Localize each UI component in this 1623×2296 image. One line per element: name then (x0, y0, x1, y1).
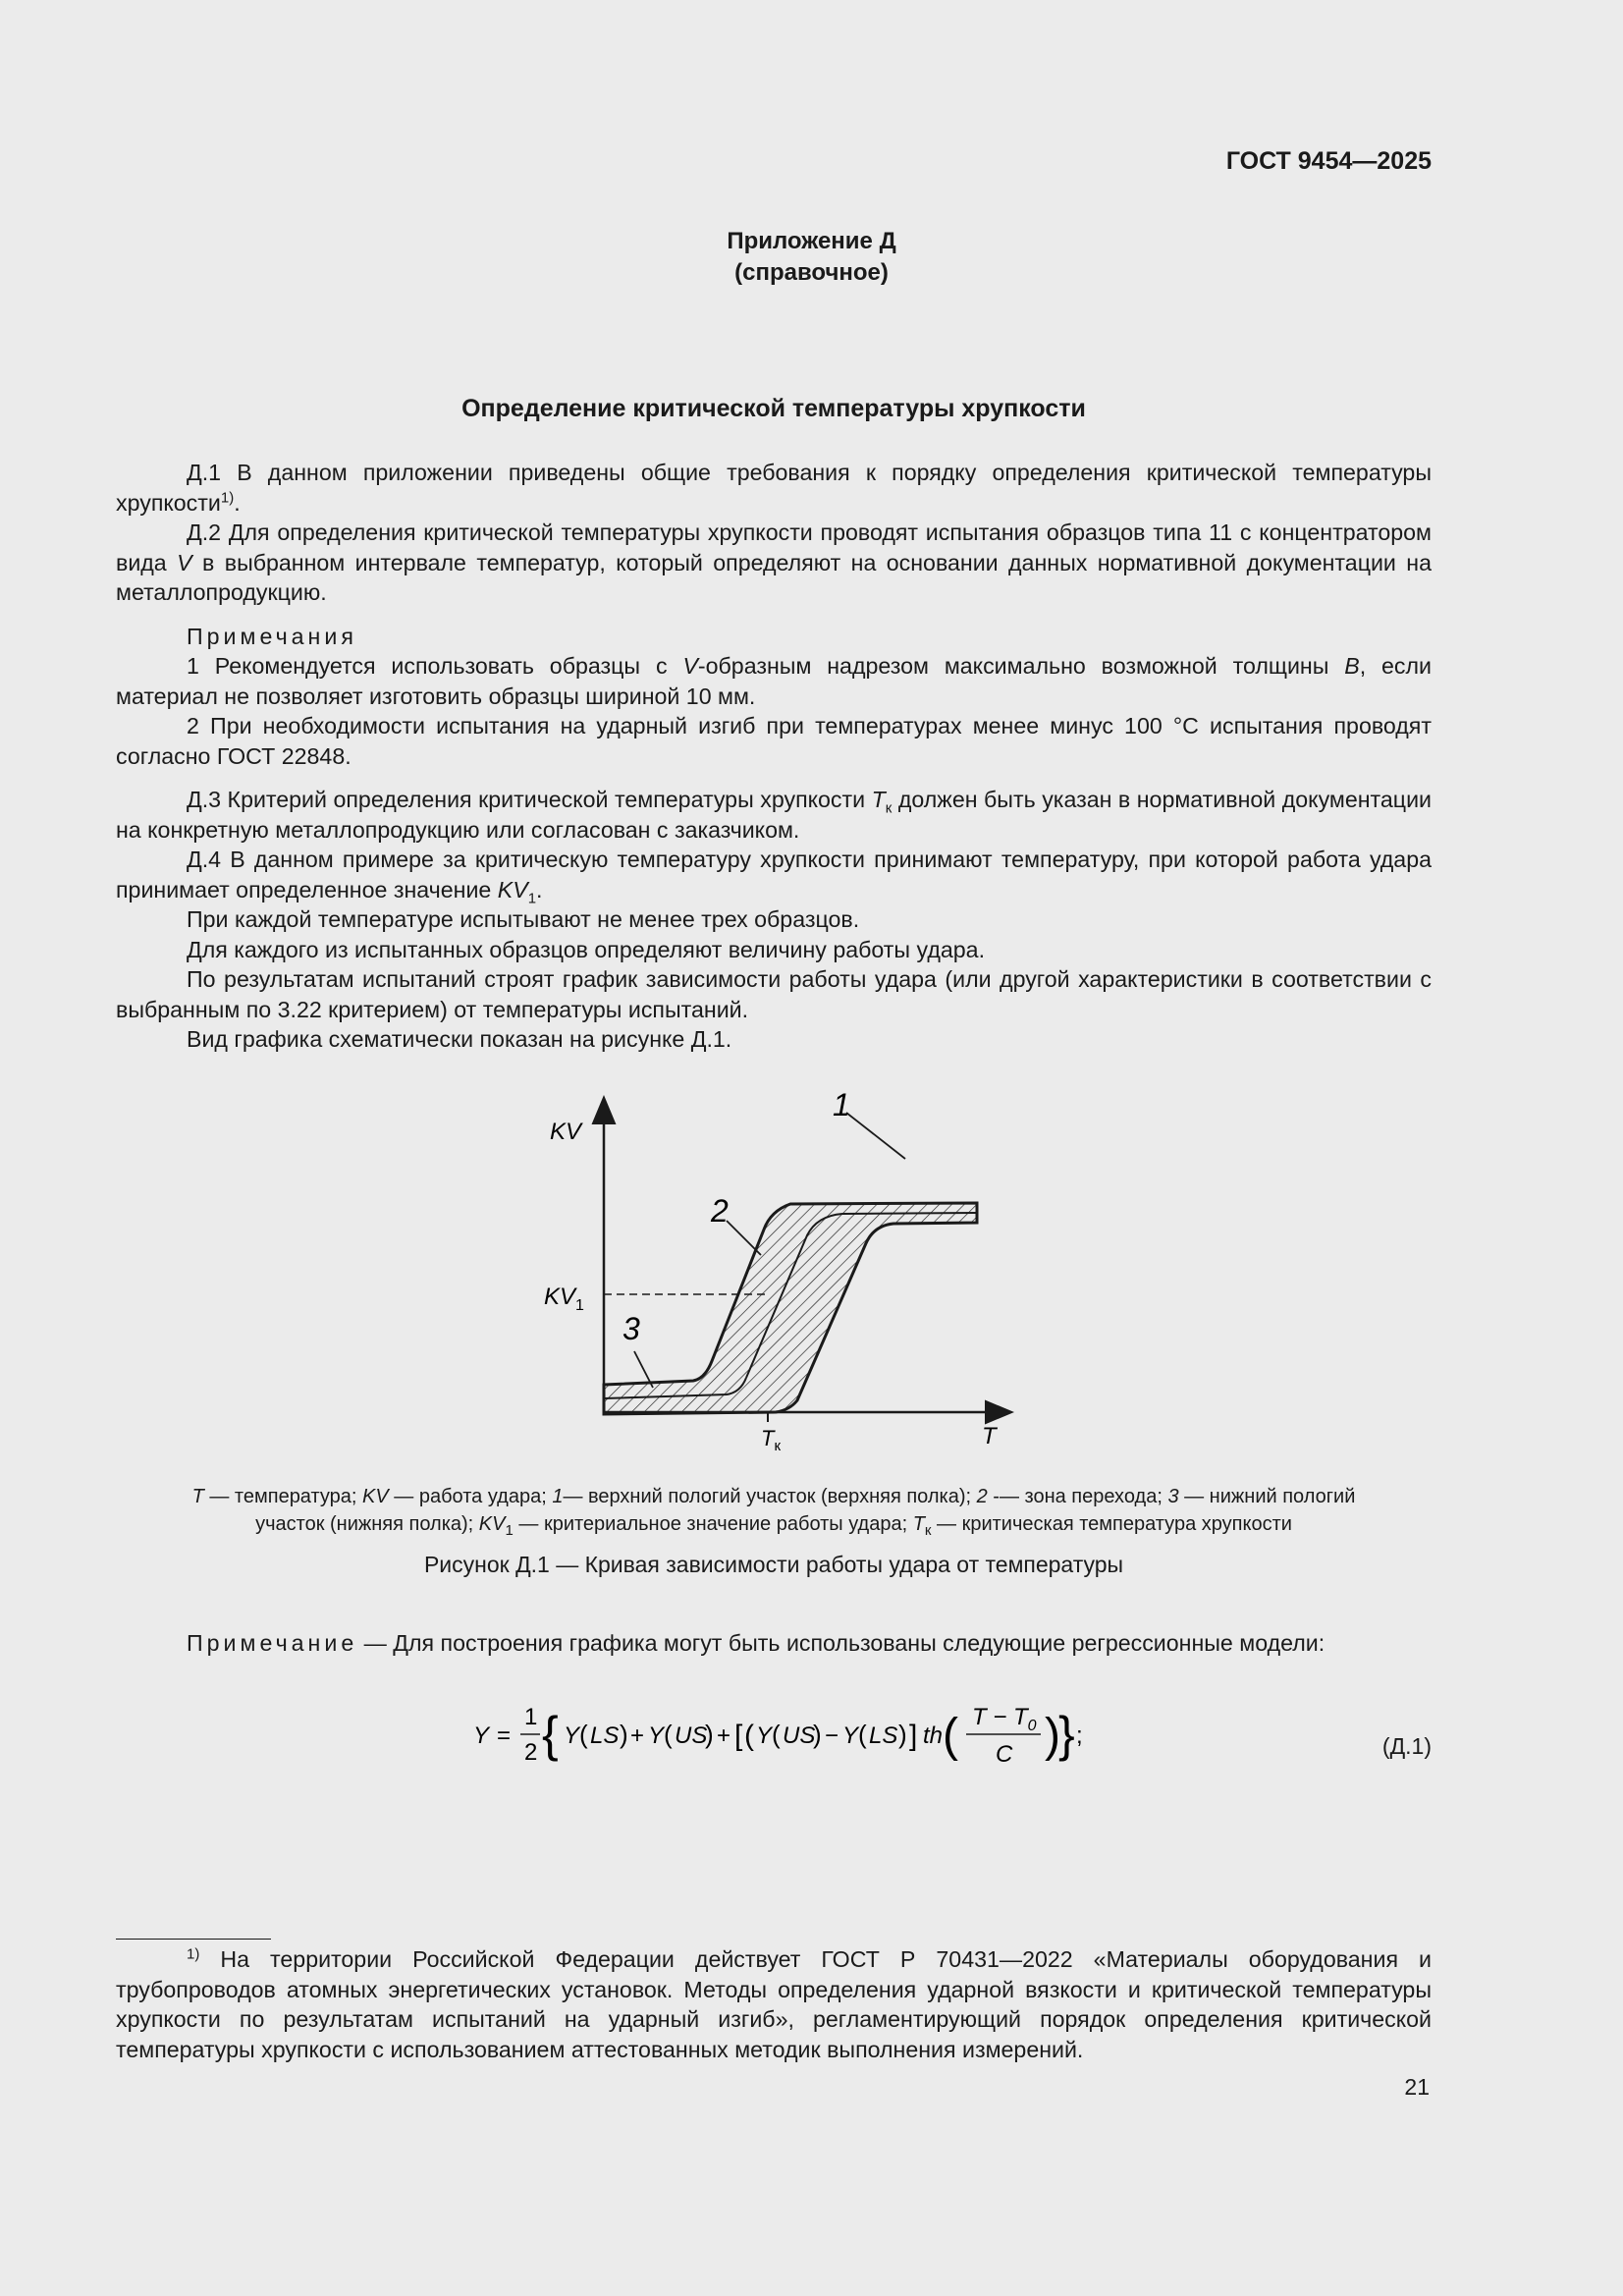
footnote-separator (116, 1939, 271, 1940)
svg-text:(: ( (772, 1720, 781, 1749)
svg-text:(: ( (664, 1720, 673, 1749)
paragraph-d4: Д.4 В данном примере за критическую температуру хрупкости принимают температуру, при которой работа удара принимает определенное значение $KV_1$. (116, 847, 1432, 907)
standard-code: ГОСТ 9454—2025 (1225, 147, 1432, 175)
svg-text:LS: LS (869, 1722, 898, 1749)
svg-text:(: ( (858, 1720, 867, 1749)
svg-text:Y: Y (473, 1722, 490, 1749)
svg-text:Y: Y (842, 1722, 859, 1749)
appendix-subtitle: (справочное) (734, 259, 889, 286)
paragraph-d1: Д.1 В данном приложении приведены общие требования к порядку определения критической температуры хрупкости$^{1)}$. (116, 460, 1432, 516)
svg-text:US: US (675, 1722, 708, 1749)
paragraph-view: Вид графика схематически показан на рисунке Д.1. (187, 1026, 732, 1052)
svg-text:C: C (996, 1741, 1013, 1768)
svg-text:): ) (705, 1720, 714, 1749)
tk-label: $T_к$ (761, 1426, 782, 1454)
footnote-text: $^{1)}$ На территории Российской Федерации действует ГОСТ Р 70431—2022 «Материалы оборудования и трубопроводов атомных энергетических установок. Методы определения ударной вязкости и критической температуры хрупкости по результатам испытаний на ударный изгиб», регламентирующий порядок определения критической температуры хрупкости с использованием аттестованных методик выполнения измерений. (116, 1945, 1432, 2062)
svg-text:=: = (497, 1722, 512, 1749)
note-2: 2 При необходимости испытания на ударный изгиб при температурах менее минус 100 °С испытания проводят согласно ГОСТ 22848. (116, 713, 1432, 769)
appendix-heading (0, 226, 1623, 289)
svg-text:]: ] (909, 1720, 918, 1752)
notes-heading: Примечания (187, 623, 357, 649)
svg-text:LS: LS (590, 1722, 620, 1749)
svg-text:(: ( (579, 1720, 588, 1749)
svg-text:+: + (630, 1722, 645, 1749)
svg-text:Y: Y (564, 1722, 580, 1749)
svg-text:): ) (620, 1720, 628, 1749)
svg-text:th: th (923, 1722, 944, 1749)
svg-text:}: } (1058, 1707, 1075, 1762)
callout-1-label: 1 (833, 1088, 850, 1122)
appendix-title: Приложение Д (727, 228, 896, 254)
figure-caption: Рисунок Д.1 — Кривая зависимости работы удара от температуры (423, 1552, 1124, 1577)
footnote (116, 1944, 1432, 2064)
transition-band (604, 1203, 977, 1414)
svg-text:;: ; (1076, 1722, 1083, 1749)
svg-text:): ) (1045, 1710, 1060, 1762)
body-text (116, 458, 1432, 1055)
svg-text:): ) (898, 1720, 907, 1749)
svg-text:Y: Y (756, 1722, 773, 1749)
svg-text:−: − (825, 1722, 839, 1749)
paragraph-each-sample: Для каждого из испытанных образцов определяют величину работы удара. (187, 936, 986, 962)
section-title: Определение критической температуры хрупкости (461, 395, 1086, 422)
svg-text:(: ( (943, 1710, 958, 1762)
note-1: 1 Рекомендуется использовать образцы с V-образным надрезом максимально возможной толщины B, если материал не позволяет изготовить образцы шириной 10 мм. (116, 653, 1433, 709)
callout-3-label: 3 (622, 1311, 640, 1346)
svg-text:{: { (542, 1707, 559, 1762)
legend-line-2: участок (нижняя полка); $KV_1$ — критериальное значение работы удара; $T_к$ — критическая температура хрупкости (255, 1513, 1292, 1539)
figure-legend (116, 1483, 1432, 1538)
regression-note-head: Примечание (187, 1630, 358, 1656)
x-axis-label: T (982, 1423, 997, 1449)
legend-line-1: T — температура; KV — работа удара; 1— верхний пологий участок (верхняя полка); 2 -— зона перехода; 3 — нижний пологий (191, 1486, 1356, 1507)
svg-text:1: 1 (524, 1704, 538, 1730)
paragraph-results: По результатам испытаний строят график зависимости работы удара (или другой характеристики в соответствии с выбранным по 3.22 критерием) от температуры испытаний. (116, 966, 1432, 1022)
paragraph-d2: Д.2 Для определения критической температуры хрупкости проводят испытания образцов типа 11 с концентратором вида V в выбранном интервале температур, который определяют на основании данных нормативной документации на металлопродукцию. (116, 519, 1432, 605)
paragraph-d3: Д.3 Критерий определения критической температуры хрупкости $T_к$ должен быть указан в нормативной документации на конкретную металлопродукцию или согласован с заказчиком. (116, 787, 1432, 843)
y-axis-label: KV (550, 1119, 582, 1145)
regression-note-text: — Для построения графика могут быть использованы следующие регрессионные модели: (357, 1630, 1325, 1656)
svg-text:US: US (783, 1722, 816, 1749)
page-number: 21 (1404, 2074, 1430, 2100)
svg-text:2: 2 (524, 1739, 538, 1766)
callout-2-leader (727, 1221, 761, 1255)
svg-text:+: + (717, 1722, 731, 1749)
paragraph-three-samples: При каждой температуре испытывают не менее трех образцов. (187, 906, 860, 932)
figure-d1-diagram (530, 1088, 1021, 1461)
kv1-label: $KV_1$ (544, 1284, 584, 1314)
footnote-ref[interactable]: 1) (220, 488, 235, 506)
formula-d1 (461, 1689, 1090, 1777)
svg-text:Y: Y (648, 1722, 665, 1749)
svg-text:T − T0: $T - T_0$ (972, 1704, 1037, 1734)
formula-number: (Д.1) (1381, 1733, 1432, 1759)
regression-note (187, 1630, 1325, 1657)
callout-2-label: 2 (711, 1193, 729, 1229)
svg-text:[: [ (734, 1720, 743, 1752)
svg-text:): ) (813, 1720, 822, 1749)
footnote-mark: 1) (187, 1945, 200, 1963)
svg-text:(: ( (744, 1720, 754, 1752)
callout-1-leader (846, 1113, 905, 1159)
